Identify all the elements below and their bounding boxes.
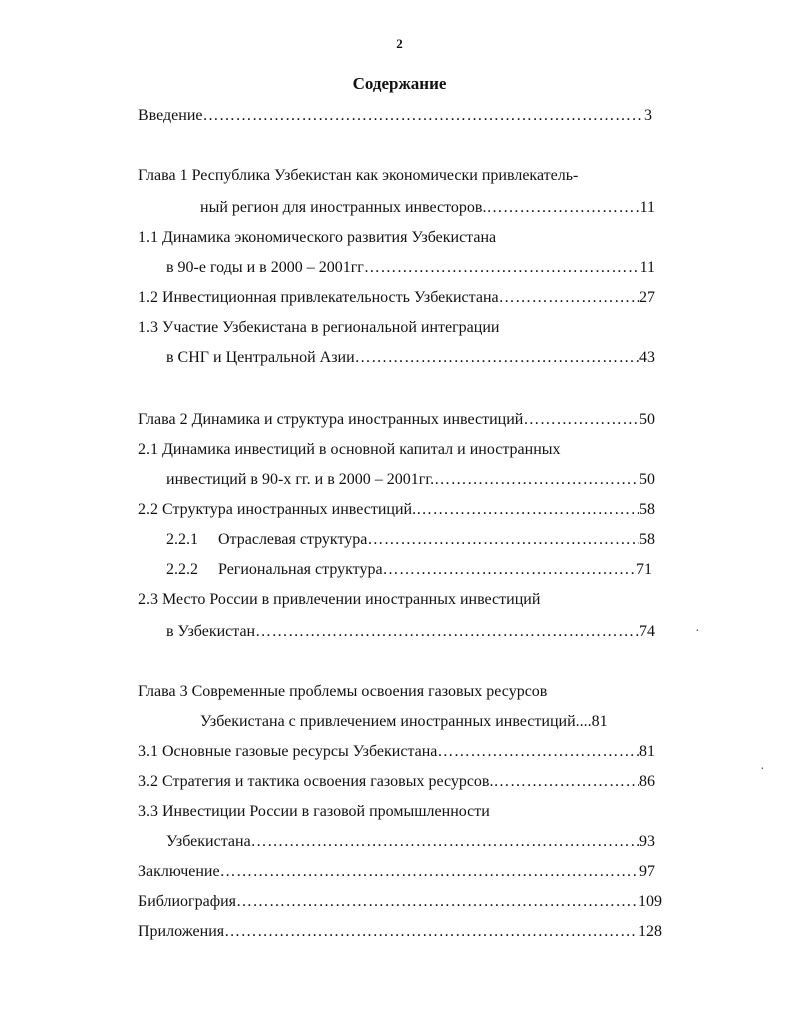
toc-entry-text: Библиография xyxy=(138,893,236,910)
toc-entry-text: 2.2 Структура иностранных инвестиций. xyxy=(138,501,417,518)
toc-entry-text: Региональная структура xyxy=(218,561,383,578)
page-title: Содержание xyxy=(352,74,447,93)
toc-entry-page: 27 xyxy=(639,289,655,306)
toc-entry-text: Узбекистана с привлечением иностранных инвестиций.... xyxy=(200,713,592,730)
toc-entry-text: Узбекистана xyxy=(166,833,251,850)
page-number: 2 xyxy=(396,36,403,51)
toc-entry-page: 97 xyxy=(639,863,655,880)
toc-chapter-3-line2[interactable] xyxy=(200,712,655,732)
toc-entry-conclusion[interactable] xyxy=(138,862,655,882)
toc-entry-text: Введение xyxy=(138,107,203,124)
toc-chapter-1-line1[interactable]: Глава 1 Республика Узбекистан как экономически привлекатель- xyxy=(138,167,579,184)
toc-entry-bibliography[interactable] xyxy=(138,892,662,912)
toc-section-2-3-line2[interactable] xyxy=(166,622,655,642)
toc-entry-appendix[interactable] xyxy=(138,922,662,942)
toc-entry-text: 1.2 Инвестиционная привлекательность Узбекистана xyxy=(138,289,499,306)
toc-entry-page: 74 xyxy=(639,623,655,640)
toc-entry-page: 81 xyxy=(639,743,655,760)
toc-entry-page: 11 xyxy=(639,199,655,216)
toc-entry-page: 93 xyxy=(639,833,655,850)
scan-speck: · xyxy=(695,624,700,639)
toc-section-2-1-line1[interactable]: 2.1 Динамика инвестиций в основной капитал и иностранных xyxy=(138,441,561,458)
toc-section-1-3-line2[interactable] xyxy=(166,348,655,368)
toc-entry-text: ный регион для иностранных инвесторов. xyxy=(200,199,487,216)
toc-entry-page: 58 xyxy=(639,531,655,548)
toc-entry-page: 58 xyxy=(639,501,655,518)
toc-section-3-3-line2[interactable] xyxy=(166,832,655,852)
toc-entry-page: 43 xyxy=(639,349,655,366)
toc-entry-text: в Узбекистан xyxy=(166,623,256,640)
toc-chapter-3-line1[interactable]: Глава 3 Современные проблемы освоения газовых ресурсов xyxy=(138,683,548,700)
toc-entry-intro[interactable] xyxy=(138,106,652,126)
toc-entry-page: 11 xyxy=(639,259,655,276)
toc-entry-page: 50 xyxy=(639,471,655,488)
toc-section-2-2-2[interactable] xyxy=(166,560,652,580)
toc-section-1-1-line2[interactable] xyxy=(166,258,655,278)
toc-section-1-1-line1[interactable]: 1.1 Динамика экономического развития Узбекистана xyxy=(138,229,497,246)
toc-section-1-2[interactable] xyxy=(138,288,655,308)
toc-entry-text: Приложения xyxy=(138,923,225,940)
toc-entry-text: инвестиций в 90-х гг. и в 2000 – 2001гг. xyxy=(166,471,435,488)
toc-entry-text: в СНГ и Центральной Азии xyxy=(166,349,355,366)
toc-section-2-2-1[interactable] xyxy=(166,530,655,550)
toc-entry-text: Глава 2 Динамика и структура иностранных инвестиций xyxy=(138,411,524,428)
toc-entry-page: 128 xyxy=(638,923,662,940)
toc-section-2-2[interactable] xyxy=(138,500,655,520)
toc-entry-text: Отраслевая структура xyxy=(218,531,368,548)
toc-entry-page: 86 xyxy=(639,773,655,790)
toc-chapter-2[interactable] xyxy=(138,410,655,430)
scan-speck: · xyxy=(760,762,765,777)
toc-section-3-2[interactable] xyxy=(138,772,655,792)
toc-entry-page: 71 xyxy=(636,561,652,578)
toc-chapter-1-line2[interactable] xyxy=(200,198,655,218)
toc-section-2-1-line2[interactable] xyxy=(166,470,655,490)
toc-entry-page: 81 xyxy=(591,713,608,730)
toc-entry-text: 3.1 Основные газовые ресурсы Узбекистана xyxy=(138,743,438,760)
toc-entry-number: 2.2.2 xyxy=(166,561,198,578)
toc-entry-page: 3 xyxy=(644,107,652,124)
toc-section-3-3-line1[interactable]: 3.3 Инвестиции России в газовой промышленности xyxy=(138,803,490,820)
toc-section-1-3-line1[interactable]: 1.3 Участие Узбекистана в региональной интеграции xyxy=(138,319,500,336)
toc-entry-text: 3.2 Стратегия и тактика освоения газовых ресурсов. xyxy=(138,773,494,790)
toc-entry-text: в 90-е годы и в 2000 – 2001гг xyxy=(166,259,364,276)
toc-entry-number: 2.2.1 xyxy=(166,531,198,548)
toc-entry-page: 109 xyxy=(638,893,662,910)
toc-section-2-3-line1[interactable]: 2.3 Место России в привлечении иностранных инвестиций xyxy=(138,591,541,608)
toc-entry-text: Заключение xyxy=(138,863,220,880)
toc-section-3-1[interactable] xyxy=(138,742,655,762)
toc-entry-page: 50 xyxy=(639,411,655,428)
